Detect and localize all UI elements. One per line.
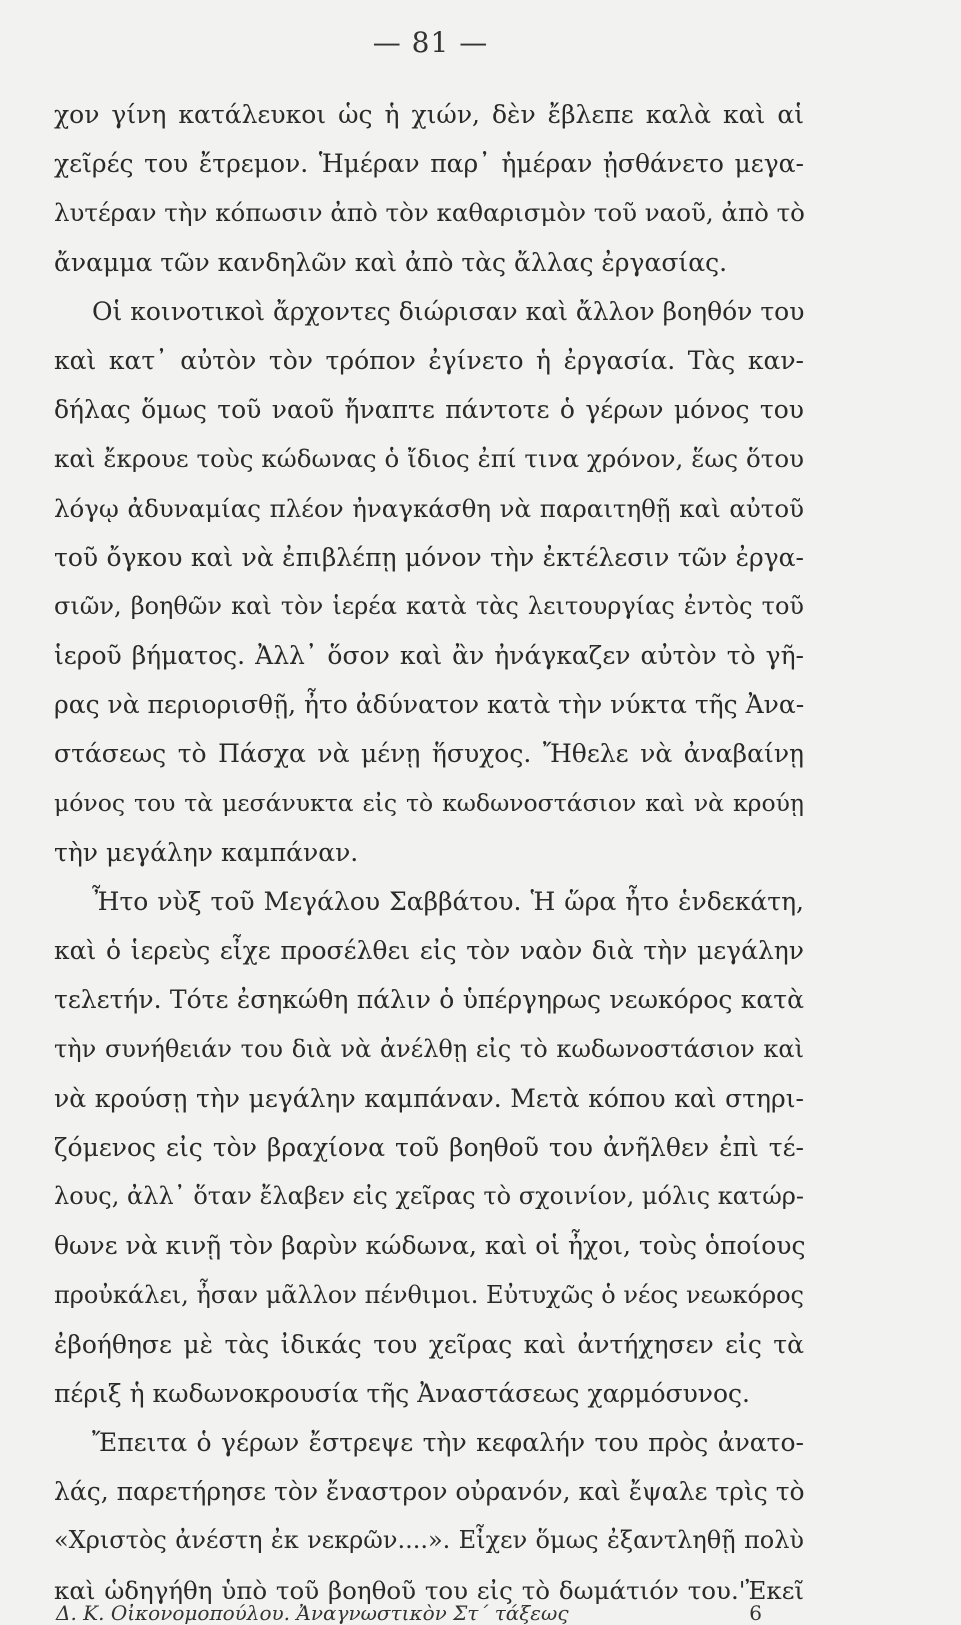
- text-line: τοῦ ὄγκου καὶ νὰ ἐπιβλέπῃ μόνον τὴν ἐκτέλεσιν τῶν ἐργα-: [54, 542, 804, 572]
- text-line: Ἦτο νὺξ τοῦ Μεγάλου Σαββάτου. Ἡ ὥρα ἦτο ἑνδεκάτη,: [92, 887, 804, 916]
- text-line: τὴν συνήθειάν του διὰ νὰ ἀνέλθῃ εἰς τὸ κωδωνοστάσιον καὶ: [54, 1034, 804, 1063]
- text-line: δήλας ὅμως τοῦ ναοῦ ἤναπτε πάντοτε ὁ γέρων μόνος του: [54, 395, 804, 425]
- text-line: νὰ κρούσῃ τὴν μεγάλην καμπάναν. Μετὰ κόπου καὶ στηρι-: [54, 1083, 804, 1113]
- text-line: ἄναμμα τῶν κανδηλῶν καὶ ἀπὸ τὰς ἄλλας ἐργασίας.: [54, 247, 728, 277]
- footer-citation: Δ. Κ. Οἰκονομοπούλου. Ἀναγνωστικὸν Στ´ τάξεως: [56, 1601, 569, 1625]
- signature-mark: 6: [749, 1601, 762, 1625]
- text-line: προὐκάλει, ἦσαν μᾶλλον πένθιμοι. Εὐτυχῶς ὁ νέος νεωκόρος: [54, 1280, 804, 1309]
- text-line: στάσεως τὸ Πάσχα νὰ μένῃ ἥσυχος. Ἤθελε νὰ ἀναβαίνῃ: [54, 739, 804, 769]
- text-line: λάς, παρετήρησε τὸν ἔναστρον οὐρανόν, καὶ ἔψαλε τρὶς τὸ: [54, 1477, 805, 1507]
- text-line: ἱεροῦ βήματος. Ἀλλ᾽ ὅσον καὶ ἂν ἠνάγκαζεν αὐτὸν τὸ γῆ-: [54, 641, 804, 671]
- text-line: χον γίνη κατάλευκοι ὡς ἡ χιών, δὲν ἔβλεπε καλὰ καὶ αἱ: [54, 100, 804, 129]
- text-line: «Χριστὸς ἀνέστη ἐκ νεκρῶν....». Εἶχεν ὅμως ἐξαντληθῇ πολὺ: [54, 1526, 804, 1555]
- text-line: θωνε νὰ κινῇ τὸν βαρὺν κώδωνα, καὶ οἱ ἦχοι, τοὺς ὁποίους: [54, 1231, 806, 1261]
- text-line: σιῶν, βοηθῶν καὶ τὸν ἱερέα κατὰ τὰς λειτουργίας ἐντὸς τοῦ: [54, 591, 804, 620]
- text-line: καὶ ὁ ἱερεὺς εἶχε προσέλθει εἰς τὸν ναὸν διὰ τὴν μεγάλην: [54, 936, 804, 966]
- text-line: καὶ κατ᾽ αὐτὸν τὸν τρόπον ἐγίνετο ἡ ἐργασία. Τὰς καν-: [54, 345, 804, 375]
- text-line: ρας νὰ περιορισθῇ, ἦτο ἀδύνατον κατὰ τὴν νύκτα τῆς Ἀνα-: [54, 690, 805, 720]
- text-line: ἐβοήθησε μὲ τὰς ἰδικάς του χεῖρας καὶ ἀντήχησεν εἰς τὰ: [54, 1329, 804, 1359]
- text-line: τελετήν. Τότε ἐσηκώθη πάλιν ὁ ὑπέργηρως νεωκόρος κατὰ: [54, 985, 804, 1015]
- body-text: [54, 90, 804, 1615]
- text-line: Οἱ κοινοτικοὶ ἄρχοντες διώρισαν καὶ ἄλλον βοηθόν του: [92, 296, 805, 326]
- text-line: λυτέραν τὴν κόπωσιν ἀπὸ τὸν καθαρισμὸν τοῦ ναοῦ, ἀπὸ τὸ: [54, 198, 805, 228]
- text-line: ζόμενος εἰς τὸν βραχίονα τοῦ βοηθοῦ του ἀνῆλθεν ἐπὶ τέ-: [54, 1132, 804, 1162]
- text-line: καὶ ἔκρουε τοὺς κώδωνας ὁ ἴδιος ἐπί τινα χρόνον, ἕως ὅτου: [54, 444, 804, 474]
- text-line: λους, ἀλλ᾽ ὅταν ἔλαβεν εἰς χεῖρας τὸ σχοινίον, μόλις κατώρ-: [54, 1182, 804, 1211]
- text-line: Ἔπειτα ὁ γέρων ἔστρεψε τὴν κεφαλήν του πρὸς ἀνατο-: [92, 1428, 804, 1458]
- page-number-header: — 81 —: [372, 26, 489, 59]
- text-line: καὶ ὡδηγήθη ὑπὸ τοῦ βοηθοῦ του εἰς τὸ δωμάτιόν του.'Ἐκεῖ: [54, 1575, 804, 1605]
- text-line: μόνος του τὰ μεσάνυκτα εἰς τὸ κωδωνοστάσιον καὶ νὰ κρούῃ: [54, 788, 804, 817]
- text-line: χεῖρές του ἔτρεμον. Ἡμέραν παρ᾽ ἡμέραν ᾐσθάνετο μεγα-: [54, 149, 804, 179]
- page-footer: [56, 1601, 762, 1625]
- text-line: τὴν μεγάλην καμπάναν.: [54, 837, 359, 867]
- text-line: λόγῳ ἀδυναμίας πλέον ἠναγκάσθη νὰ παραιτηθῇ καὶ αὐτοῦ: [54, 493, 804, 523]
- text-line: πέριξ ἡ κωδωνοκρουσία τῆς Ἀναστάσεως χαρμόσυνος.: [54, 1378, 750, 1408]
